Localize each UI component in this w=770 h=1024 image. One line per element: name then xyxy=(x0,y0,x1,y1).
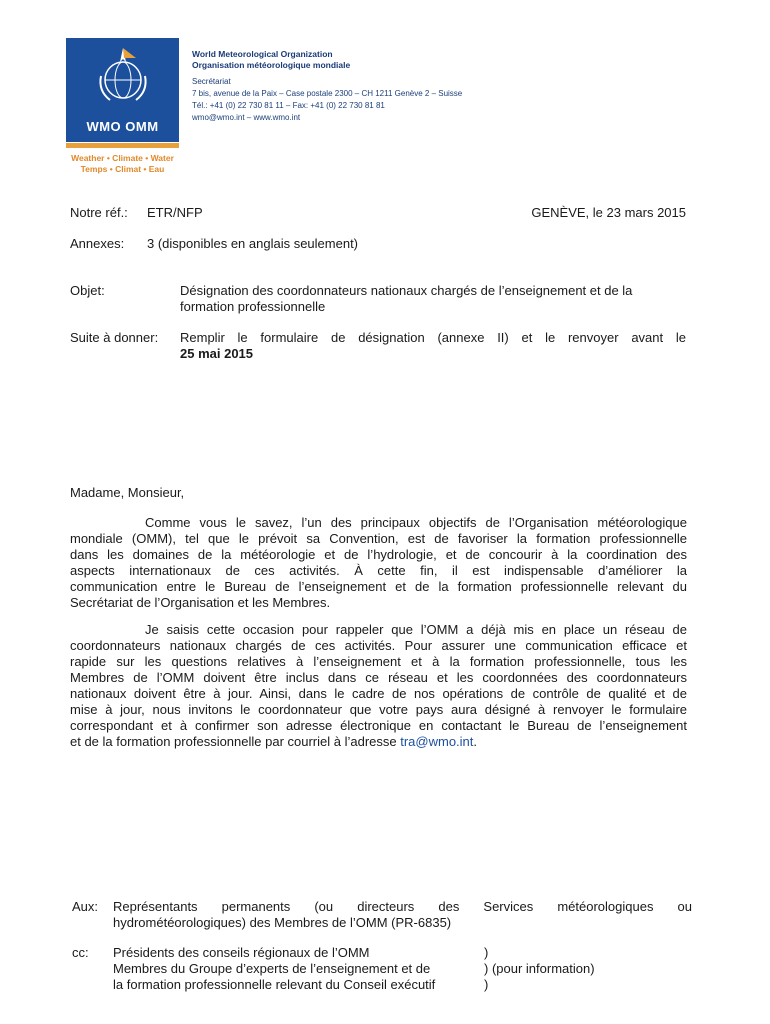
p2-line: rapide sur les questions relatives à l’enseignement et à la formation professionnelle, tous les xyxy=(70,654,687,669)
action-line-1: Remplir le formulaire de désignation (annexe II) et le renvoyer avant le xyxy=(180,330,686,345)
paren-3: ) xyxy=(484,977,489,992)
logo-label: WMO OMM xyxy=(86,119,159,134)
p1-line: mondiale (OMM), tel que le prévoit sa Convention, est de favoriser la formation professionnelle xyxy=(70,531,687,546)
cc-note: ) (pour information) xyxy=(484,961,595,976)
to-line-1: Représentants permanents (ou directeurs des Services météorologiques ou xyxy=(113,899,692,914)
p2-line-text: et de la formation professionnelle par courriel à l’adresse xyxy=(70,734,401,749)
email-link[interactable]: tra@wmo.int xyxy=(400,734,474,749)
subject-line-2: formation professionnelle xyxy=(180,299,326,314)
email-web: wmo@wmo.int – www.wmo.int xyxy=(192,113,301,122)
cc-label: cc: xyxy=(72,945,89,960)
p1-line: Comme vous le savez, l’un des principaux objectifs de l’Organisation météorologique xyxy=(145,515,687,530)
p2-line: coordonnateurs nationaux chargés de ces activités. Pour assurer une communication efficace et xyxy=(70,638,687,653)
p1-line: Secrétariat de l’Organisation et les Membres. xyxy=(70,595,331,610)
org-name-fr: Organisation météorologique mondiale xyxy=(192,60,351,70)
ref-label: Notre réf.: xyxy=(70,205,128,220)
p2-line: Membres de l’OMM doivent être inclus dans ce réseau et les coordonnées des coordonnateurs xyxy=(70,670,687,685)
tagline-en: Weather • Climate • Water xyxy=(71,153,174,163)
annex-value: 3 (disponibles en anglais seulement) xyxy=(147,236,359,251)
org-name-en: World Meteorological Organization xyxy=(192,49,333,59)
cc-line-2: Membres du Groupe d’experts de l’enseignement et de xyxy=(113,961,431,976)
ref-value: ETR/NFP xyxy=(147,205,203,220)
p2-line: mise à jour, nous invitons le coordonnateur que votre pays aura désigné à renvoyer le formulaire xyxy=(70,702,687,717)
paren-1: ) xyxy=(484,945,489,960)
action-deadline: 25 mai 2015 xyxy=(180,346,254,361)
tel-fax: Tél.: +41 (0) 22 730 81 11 – Fax: +41 (0) 22 730 81 81 xyxy=(192,101,385,110)
p2-last-line xyxy=(70,734,687,750)
salutation: Madame, Monsieur, xyxy=(70,485,185,500)
p1-line: communication entre le Bureau de l’enseignement et de la formation professionnelle relevant du xyxy=(70,579,687,594)
cc-line-1: Présidents des conseils régionaux de l’OMM xyxy=(113,945,370,960)
paragraph-2 xyxy=(70,622,687,750)
p1-line: aspects internationaux de ces activités. À cette fin, il est indispensable d’améliorer la xyxy=(70,563,687,578)
paragraph-1 xyxy=(70,515,687,611)
subject-line-1: Désignation des coordonnateurs nationaux chargés de l’enseignement et de la xyxy=(180,283,633,298)
tagline-fr: Temps • Climat • Eau xyxy=(80,164,165,174)
action-label: Suite à donner: xyxy=(70,330,159,345)
logo-accent-bar xyxy=(66,143,179,148)
secretariat: Secrétariat xyxy=(192,77,231,86)
subject-label: Objet: xyxy=(70,283,105,298)
annex-label: Annexes: xyxy=(70,236,125,251)
address: 7 bis, avenue de la Paix – Case postale 2300 – CH 1211 Genève 2 – Suisse xyxy=(192,89,463,98)
p1-line: dans les domaines de la météorologie et de l’hydrologie, et de concourir à la coordination des xyxy=(70,547,687,562)
wmo-logo xyxy=(66,38,179,142)
place-date: GENÈVE, le 23 mars 2015 xyxy=(531,205,686,220)
p2-line: Je saisis cette occasion pour rappeler que l’OMM a déjà mis en place un réseau de xyxy=(145,622,687,637)
p2-line: correspondant et à confirmer son adresse électronique en contactant le Bureau de l’enseignement xyxy=(70,718,687,733)
cc-line-3: la formation professionnelle relevant du Conseil exécutif xyxy=(113,977,436,992)
to-label: Aux: xyxy=(72,899,99,914)
period: . xyxy=(473,734,478,749)
to-line-2: hydrométéorologiques) des Membres de l’OMM (PR-6835) xyxy=(113,915,452,930)
wmo-emblem-icon xyxy=(96,46,150,106)
p2-line: nationaux doivent être à jour. Ainsi, dans le cadre de nos opérations de contrôle de qualité et de xyxy=(70,686,687,701)
